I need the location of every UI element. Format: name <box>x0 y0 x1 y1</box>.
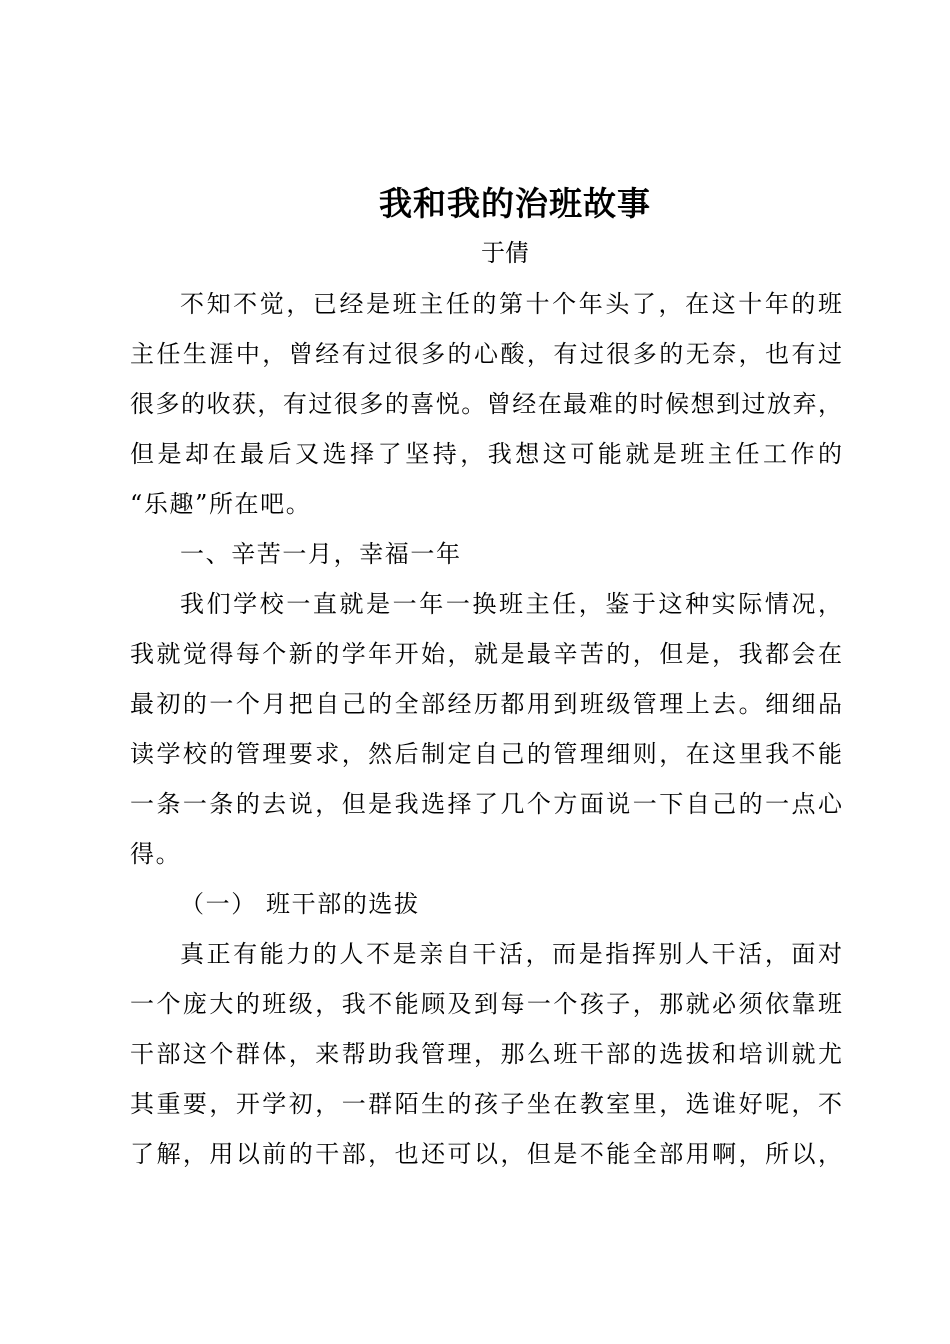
section-heading: 一、辛苦一月，幸福一年 <box>180 540 462 568</box>
paragraph-line: 最初的一个月把自己的全部经历都用到班级管理上去。细细品 <box>130 690 842 718</box>
paragraph-line: 其重要，开学初，一群陌生的孩子坐在教室里，选谁好呢，不 <box>130 1090 842 1118</box>
document-body <box>130 285 842 1185</box>
paragraph-line: 我就觉得每个新的学年开始，就是最辛苦的，但是，我都会在 <box>130 640 842 668</box>
paragraph-line: 读学校的管理要求，然后制定自己的管理细则，在这里我不能 <box>130 740 842 768</box>
paragraph-line: 一条一条的去说，但是我选择了几个方面说一下自己的一点心 <box>130 790 842 818</box>
paragraph-line: 一个庞大的班级，我不能顾及到每一个孩子，那就必须依靠班 <box>130 990 842 1018</box>
paragraph-line: 真正有能力的人不是亲自干活，而是指挥别人干活，面对 <box>180 940 842 968</box>
subsection-heading: （一） 班干部的选拔 <box>180 890 420 918</box>
paragraph-line: 我们学校一直就是一年一换班主任，鉴于这种实际情况， <box>180 590 842 618</box>
paragraph-line: 了解，用以前的干部，也还可以，但是不能全部用啊，所以， <box>130 1140 842 1168</box>
paragraph-line: 主任生涯中，曾经有过很多的心酸，有过很多的无奈，也有过 <box>130 340 842 368</box>
paragraph-line: 得。 <box>130 840 182 868</box>
paragraph-line: 很多的收获，有过很多的喜悦。曾经在最难的时候想到过放弃， <box>130 390 842 418</box>
author-name: 于倩 <box>481 239 529 267</box>
paragraph-line: “乐趣”所在吧。 <box>130 490 312 518</box>
paragraph-line: 干部这个群体，来帮助我管理，那么班干部的选拔和培训就尤 <box>130 1040 842 1068</box>
paragraph-line: 但是却在最后又选择了坚持，我想这可能就是班主任工作的 <box>130 440 842 468</box>
paragraph-line: 不知不觉，已经是班主任的第十个年头了，在这十年的班 <box>180 290 842 318</box>
document-title: 我和我的治班故事 <box>379 184 651 223</box>
